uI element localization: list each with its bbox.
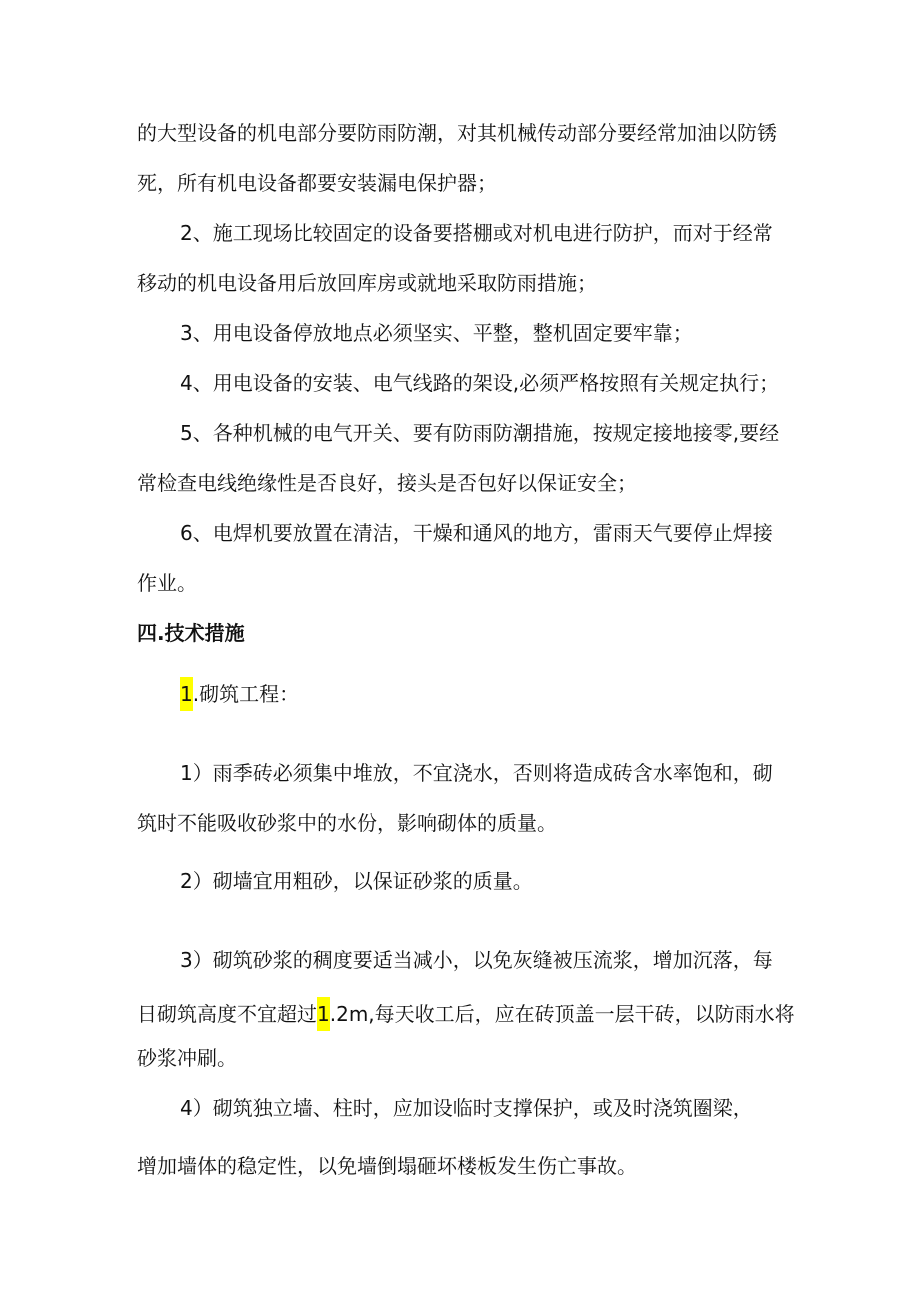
body-line-1: 的大型设备的机电部分要防雨防潮，对其机械传动部分要经常加油以防锈 — [137, 121, 777, 145]
subheading-text: .砌筑工程： — [192, 682, 300, 706]
item-line-5 — [137, 997, 795, 1031]
highlighted-digit: 1 — [317, 997, 330, 1031]
body-line-3: 2、施工现场比较固定的设备要搭棚或对机电进行防护，而对于经常 — [180, 221, 773, 245]
item-line-4: 3）砌筑砂浆的稠度要适当减小，以免灰缝被压流浆，增加沉落，每 — [180, 948, 773, 972]
body-line-2: 死，所有机电设备都要安装漏电保护器； — [137, 171, 497, 195]
body-line-9: 6、电焊机要放置在清洁，干燥和通风的地方，雷雨天气要停止焊接 — [180, 521, 773, 545]
item-line-5-after: .2m,每天收工后，应在砖顶盖一层干砖，以防雨水将 — [329, 1002, 795, 1026]
body-line-6: 4、用电设备的安装、电气线路的架设,必须严格按照有关规定执行； — [180, 371, 780, 395]
section-heading: 四.技术措施 — [137, 621, 245, 645]
item-line-1: 1）雨季砖必须集中堆放，不宜浇水，否则将造成砖含水率饱和，砌 — [180, 761, 773, 785]
item-line-3: 2）砌墙宜用粗砂，以保证砂浆的质量。 — [180, 869, 533, 893]
body-line-4: 移动的机电设备用后放回库房或就地采取防雨措施； — [137, 271, 597, 295]
body-line-10: 作业。 — [137, 571, 197, 595]
body-line-8: 常检查电线绝缘性是否良好，接头是否包好以保证安全； — [137, 471, 637, 495]
item-line-6: 砂浆冲刷。 — [137, 1046, 237, 1070]
body-line-5: 3、用电设备停放地点必须坚实、平整，整机固定要牢靠； — [180, 321, 693, 345]
item-line-8: 增加墙体的稳定性，以免墙倒塌砸坏楼板发生伤亡事故。 — [137, 1154, 637, 1178]
item-line-5-before: 日砌筑高度不宜超过 — [137, 1002, 317, 1026]
item-line-7: 4）砌筑独立墙、柱时，应加设临时支撑保护，或及时浇筑圈梁， — [180, 1096, 753, 1120]
item-line-2: 筑时不能吸收砂浆中的水份，影响砌体的质量。 — [137, 811, 557, 835]
body-line-7: 5、各种机械的电气开关、要有防雨防潮措施，按规定接地接零,要经 — [180, 421, 780, 445]
highlighted-number: 1 — [180, 677, 193, 711]
subheading — [180, 677, 299, 711]
